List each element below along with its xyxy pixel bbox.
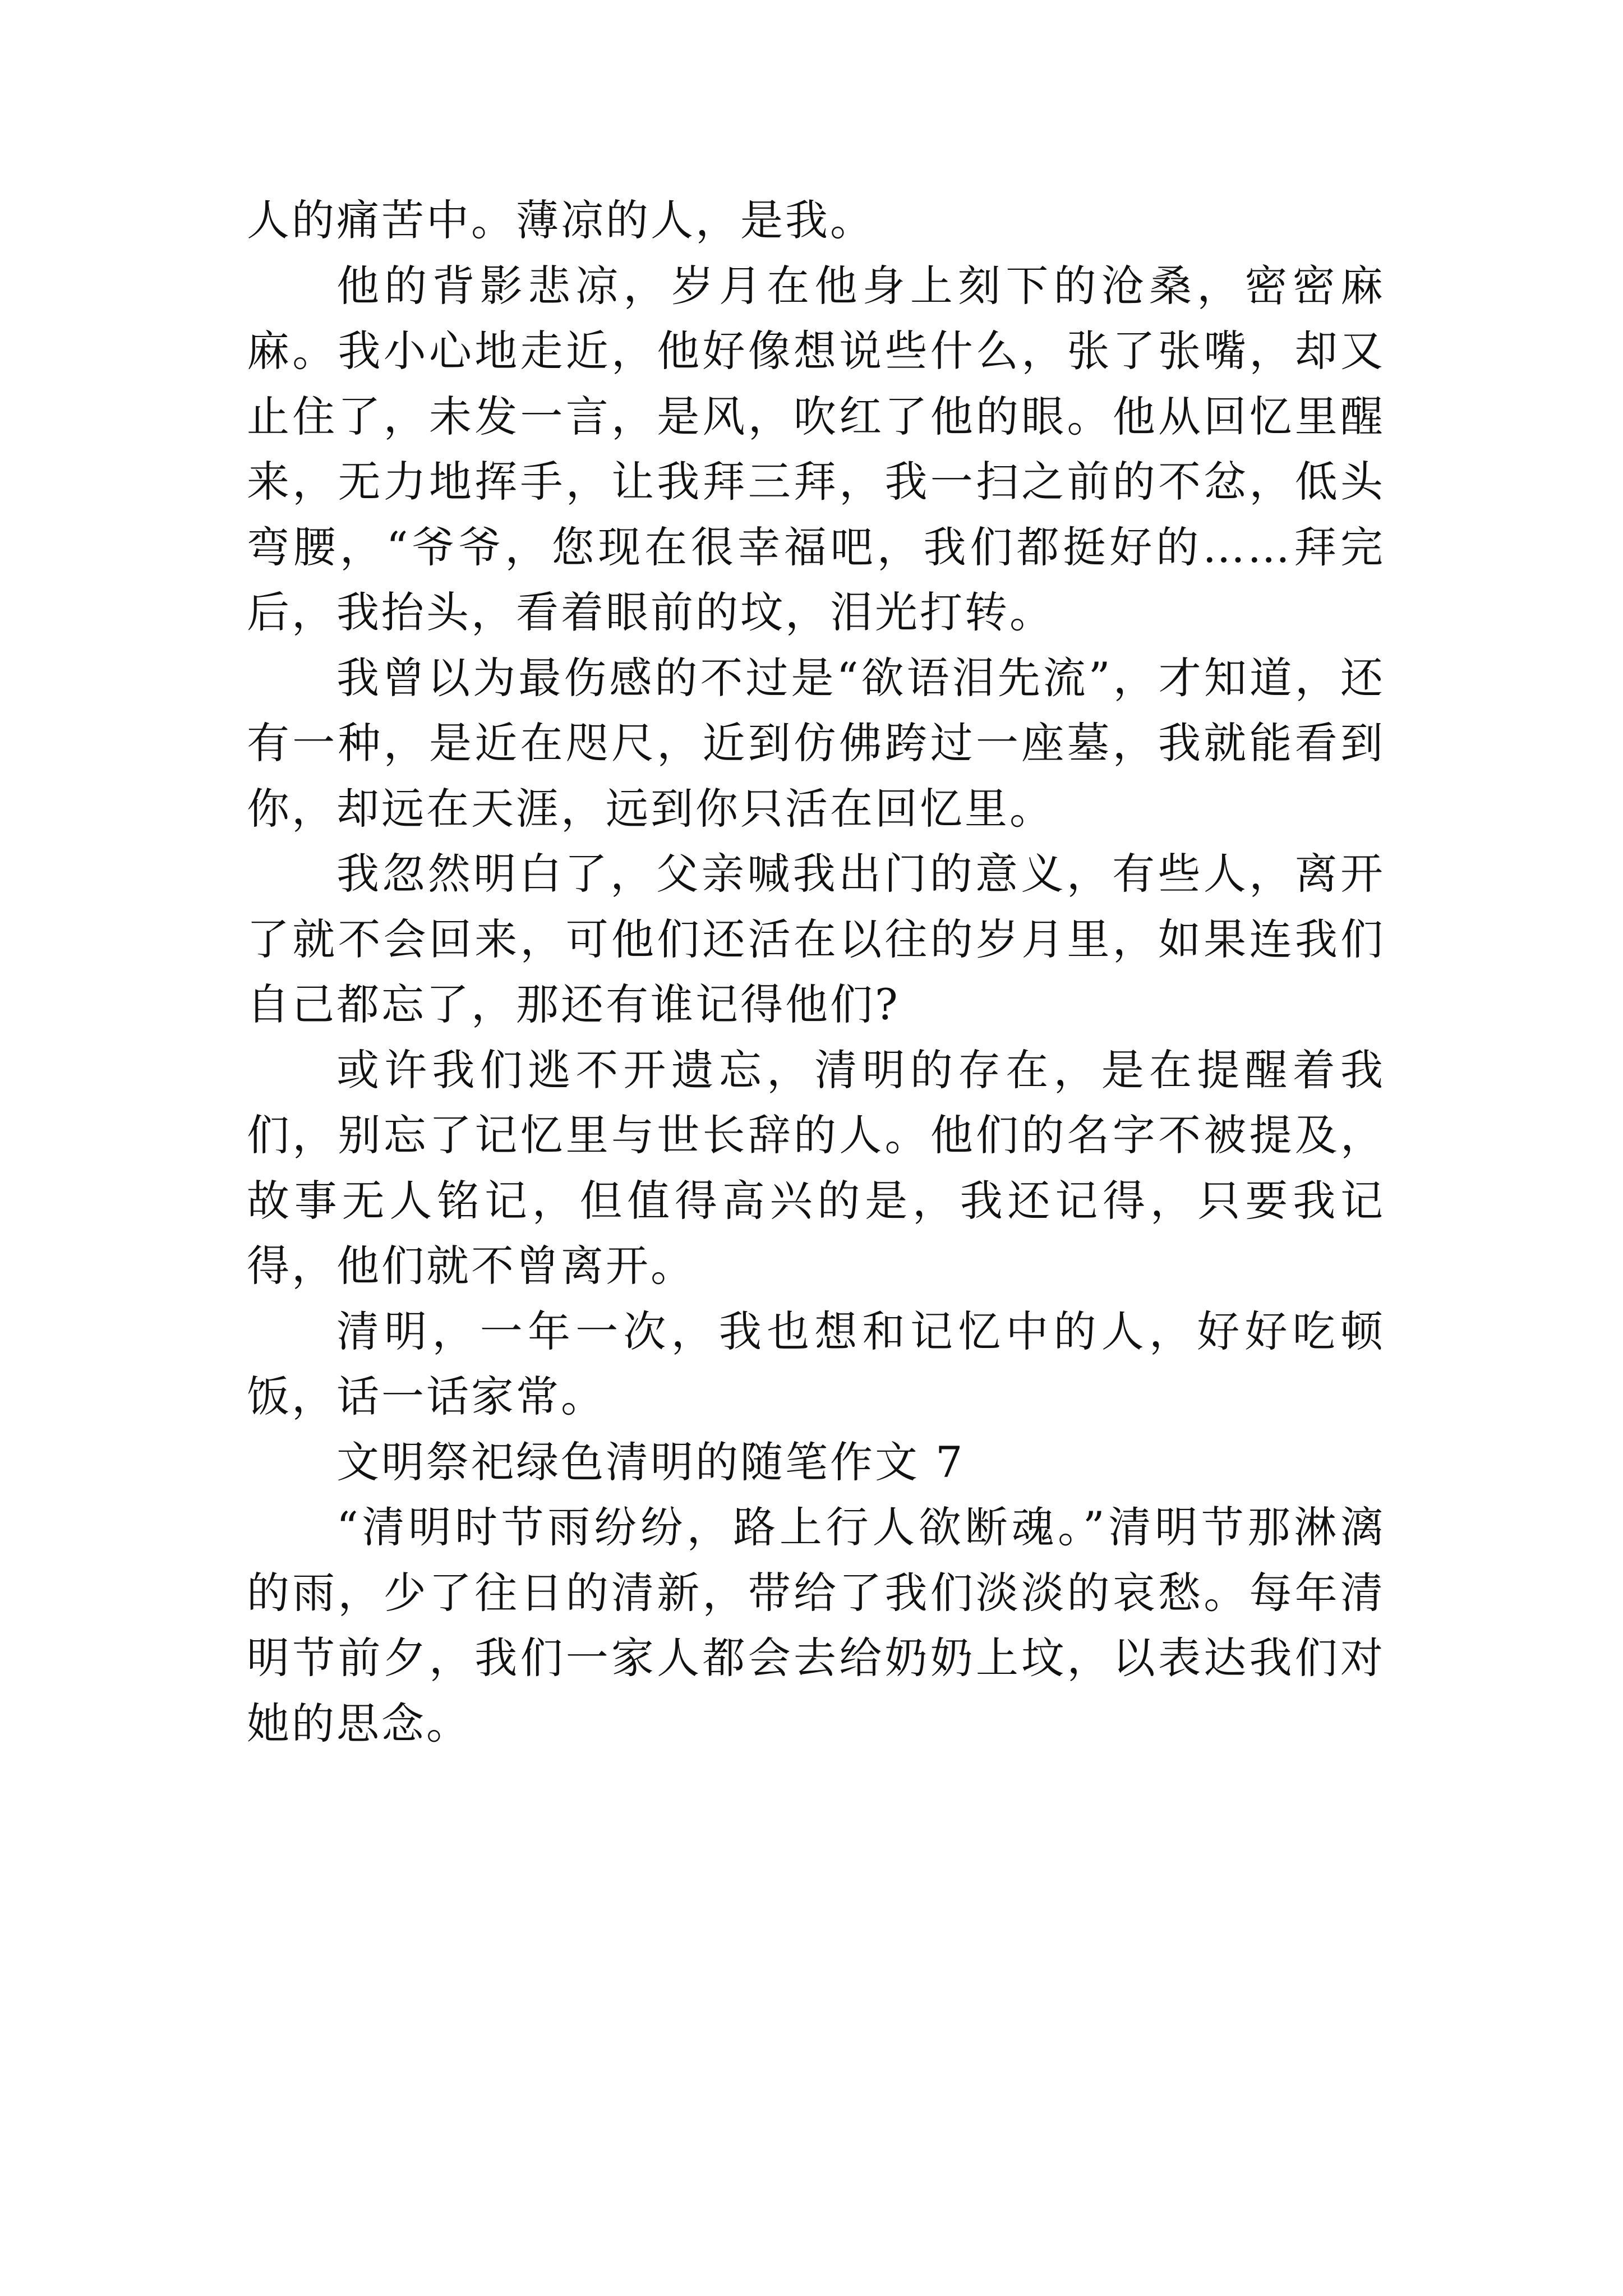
paragraph: 清明，一年一次，我也想和记忆中的人，好好吃顿饭，话一话家常。: [247, 1306, 1385, 1421]
paragraph: 我忽然明白了，父亲喊我出门的意义，有些人，离开了就不会回来，可他们还活在以往的岁月里，如果连我们自己都忘了，那还有谁记得他们?: [247, 849, 1385, 1029]
paragraph: “清明时节雨纷纷，路上行人欲断魂。”清明节那淋漓的雨，少了往日的清新，带给了我们淡淡的哀愁。每年清明节前夕，我们一家人都会去给奶奶上坟，以表达我们对她的思念。: [247, 1502, 1385, 1749]
paragraph: 他的背影悲凉，岁月在他身上刻下的沧桑，密密麻麻。我小心地走近，他好像想说些什么，张了张嘴，却又止住了，未发一言，是风，吹红了他的眼。他从回忆里醒来，无力地挥手，让我拜三拜，我一扫之前的不忿，低头弯腰，“爷爷，您现在很幸福吧，我们都挺好的……拜完后，我抬头，看着眼前的坟，泪光打转。: [247, 260, 1385, 637]
paragraph: 或许我们逃不开遗忘，清明的存在，是在提醒着我们，别忘了记忆里与世长辞的人。他们的名字不被提及，故事无人铭记，但值得高兴的是，我还记得，只要我记得，他们就不曾离开。: [247, 1045, 1385, 1291]
section-heading: 文明祭祀绿色清明的随笔作文 7: [336, 1437, 965, 1487]
paragraph: 人的痛苦中。薄凉的人，是我。: [247, 195, 875, 245]
paragraph: 我曾以为最伤感的不过是“欲语泪先流”，才知道，还有一种，是近在咫尺，近到仿佛跨过一座墓，我就能看到你，却远在天涯，远到你只活在回忆里。: [247, 652, 1385, 834]
article-body: [247, 188, 1385, 1756]
